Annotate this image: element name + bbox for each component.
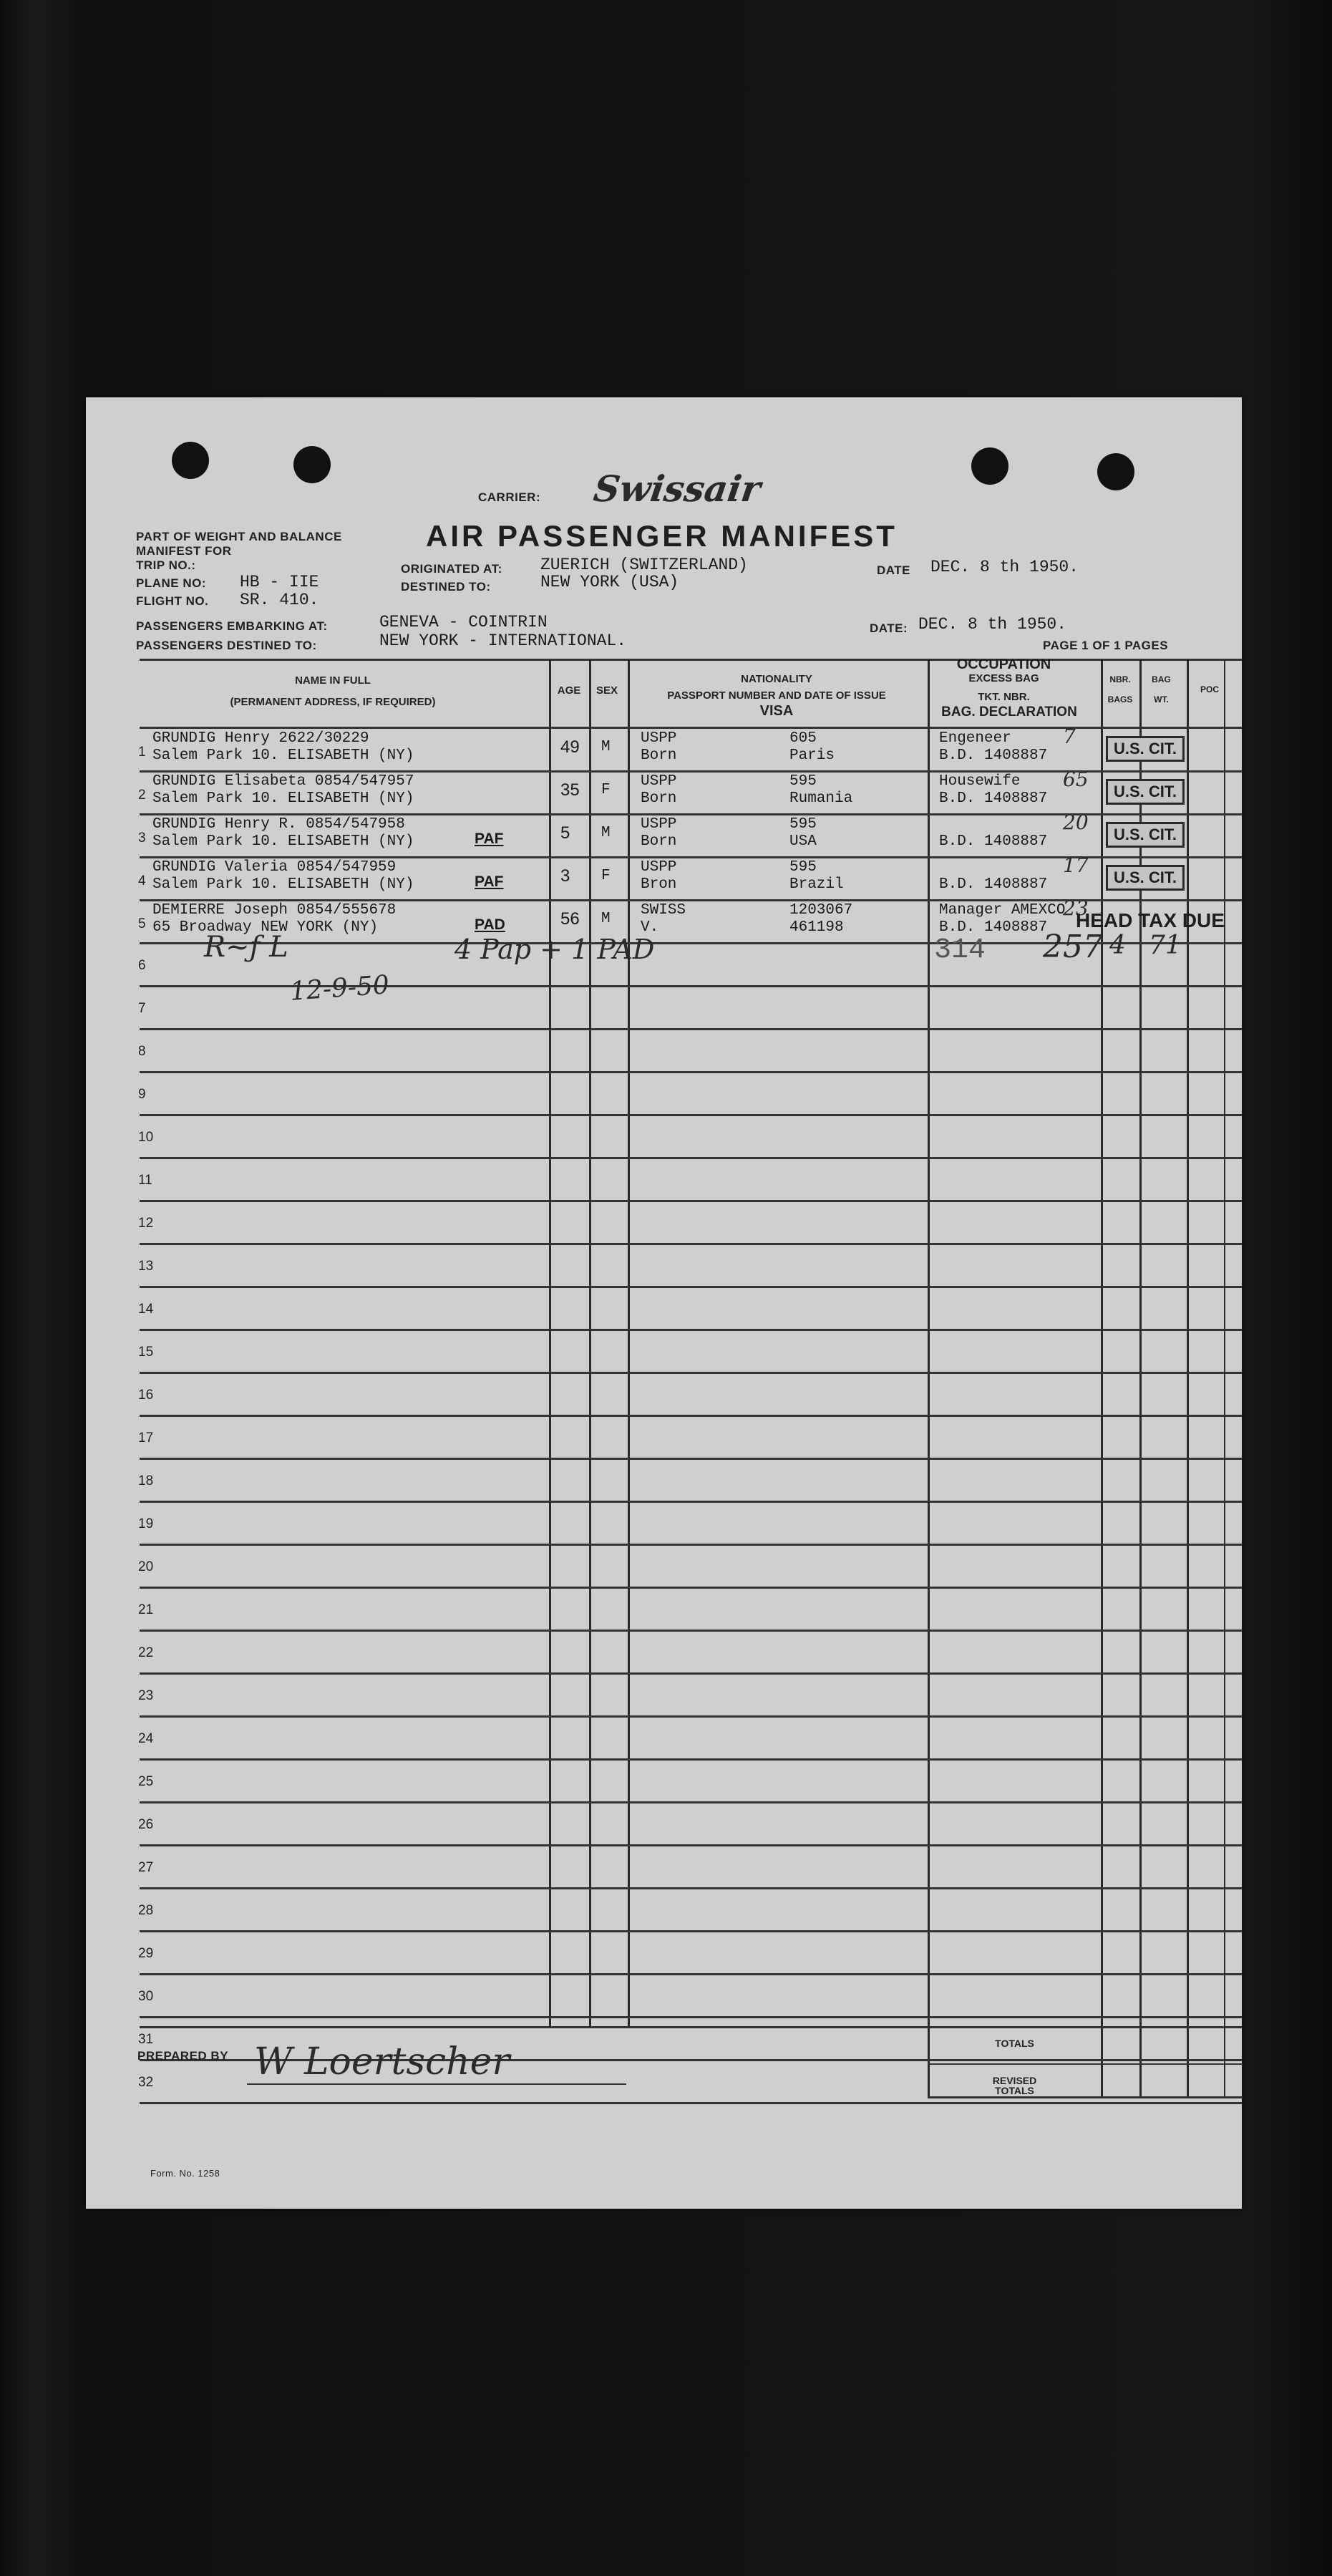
row-number: 31 — [138, 2032, 154, 2047]
handwritten-initials: R~ƒ L — [204, 931, 288, 964]
handwritten-date: 12-9-50 — [288, 970, 391, 1007]
date2-value: DEC. 8 th 1950. — [918, 615, 1067, 634]
row-number: 15 — [138, 1345, 154, 1360]
punch-hole — [1097, 453, 1134, 490]
row-line — [140, 1028, 1242, 1030]
row-number: 14 — [138, 1302, 154, 1317]
row-line — [140, 1415, 1242, 1417]
col-bag: BAG — [1152, 674, 1171, 684]
date2-label: DATE: — [870, 621, 908, 635]
row-number: 9 — [138, 1087, 146, 1102]
dest-label: PASSENGERS DESTINED TO: — [136, 639, 317, 652]
row-line — [140, 2102, 1242, 2104]
passenger-passport-detail: Paris — [789, 747, 835, 764]
passenger-name: GRUNDIG Henry 2622/30229 — [152, 730, 369, 747]
passenger-bags: 65 — [1063, 768, 1089, 791]
status-stamp: U.S. CIT. — [1106, 736, 1185, 762]
col-divider — [589, 659, 591, 2026]
manifest-sheet — [86, 397, 1242, 2209]
passenger-ticket: B.D. 1408887 — [939, 919, 1048, 936]
row-number: 7 — [138, 1001, 146, 1016]
col-bags: BAGS — [1107, 694, 1133, 704]
passenger-nationality-detail: Born — [641, 790, 677, 807]
passenger-address: Salem Park 10. ELISABETH (NY) — [152, 833, 414, 850]
row-number: 17 — [138, 1430, 154, 1446]
passenger-address: Salem Park 10. ELISABETH (NY) — [152, 747, 414, 764]
punch-hole — [293, 446, 331, 483]
flight-no-label: FLIGHT NO. — [136, 594, 209, 608]
passenger-bags: 7 — [1063, 725, 1076, 748]
passenger-passport: 595 — [789, 859, 817, 876]
row-line — [140, 1501, 1242, 1503]
row-number: 13 — [138, 1259, 154, 1274]
passenger-age: 3 — [560, 866, 570, 886]
row-line — [140, 1887, 1242, 1889]
passenger-sex: M — [601, 911, 611, 927]
col-age: AGE — [557, 684, 581, 697]
col-bag-declaration: BAG. DECLARATION — [941, 704, 1077, 720]
passenger-sex: M — [601, 825, 611, 841]
passenger-ticket: B.D. 1408887 — [939, 790, 1048, 807]
bag-decl-total: 257 — [1043, 929, 1103, 965]
row-number: 20 — [138, 1559, 154, 1574]
status-stamp: U.S. CIT. — [1106, 865, 1185, 891]
row-number: 29 — [138, 1946, 154, 1961]
page-info: PAGE 1 OF 1 PAGES — [1043, 639, 1169, 652]
col-wt: WT. — [1154, 694, 1169, 704]
passenger-age: 56 — [560, 909, 580, 929]
passenger-mark: PAF — [475, 831, 504, 847]
passenger-passport-detail: Brazil — [789, 876, 844, 893]
col-excess-bag: EXCESS BAG — [968, 672, 1039, 684]
passenger-age: 5 — [560, 823, 570, 843]
row-line — [140, 1715, 1242, 1718]
embarking-label: PASSENGERS EMBARKING AT: — [136, 619, 328, 633]
row-number: 12 — [138, 1216, 154, 1231]
passenger-bags: 23 — [1063, 896, 1089, 920]
row-line — [140, 1071, 1242, 1073]
destined-value: NEW YORK (USA) — [540, 573, 679, 591]
col-divider — [1224, 659, 1225, 2098]
table-bottom-border — [928, 2096, 1243, 2098]
row-number: 30 — [138, 1989, 154, 2004]
originated-label: ORIGINATED AT: — [401, 562, 502, 576]
footer-border — [140, 2026, 1242, 2028]
row-line — [140, 1844, 1242, 1846]
col-visa: VISA — [759, 703, 794, 719]
row-line — [140, 1758, 1242, 1761]
destined-label: DESTINED TO: — [401, 580, 491, 594]
col-passport: PASSPORT NUMBER AND DATE OF ISSUE — [667, 689, 886, 702]
row-number: 19 — [138, 1516, 154, 1531]
passenger-passport: 595 — [789, 773, 817, 790]
part-of-label: PART OF WEIGHT AND BALANCE — [136, 530, 342, 543]
passenger-passport: 605 — [789, 730, 817, 747]
row-number: 28 — [138, 1903, 154, 1918]
row-line — [140, 1114, 1242, 1116]
col-divider — [1187, 659, 1189, 2098]
col-name: NAME IN FULL — [295, 674, 371, 687]
passenger-sex: F — [601, 782, 611, 798]
row-number: 4 — [138, 873, 146, 888]
passenger-nationality-detail: Born — [641, 747, 677, 764]
passenger-occupation: Manager AMEXCO — [939, 902, 1066, 919]
passenger-ticket: B.D. 1408887 — [939, 876, 1048, 893]
passenger-name: GRUNDIG Valeria 0854/547959 — [152, 859, 397, 876]
row-line — [140, 1200, 1242, 1202]
row-number: 21 — [138, 1602, 154, 1617]
passenger-passport-detail: USA — [789, 833, 817, 850]
table-header-border — [140, 727, 1242, 729]
handwritten-count-note: 4 Pap + 1 PAD — [454, 934, 655, 965]
passenger-occupation: Housewife — [939, 773, 1021, 790]
plane-no: HB - IIE — [240, 573, 319, 591]
row-number: 3 — [138, 831, 146, 846]
row-number: 11 — [138, 1173, 152, 1188]
col-occupation: OCCUPATION — [956, 657, 1051, 672]
passenger-bags: 17 — [1063, 853, 1089, 877]
row-line — [140, 1973, 1242, 1975]
passenger-passport: 595 — [789, 816, 817, 833]
passenger-nationality-detail: Born — [641, 833, 677, 850]
passenger-nationality-detail: Bron — [641, 876, 677, 893]
row-line — [140, 1458, 1242, 1460]
passenger-bags: 20 — [1063, 810, 1089, 834]
status-stamp: HEAD TAX DUE — [1076, 909, 1225, 931]
row-line — [140, 1157, 1242, 1159]
passenger-nationality: USPP — [641, 773, 677, 790]
row-number: 25 — [138, 1774, 154, 1789]
trip-no-label: TRIP NO.: — [136, 558, 196, 572]
col-divider — [549, 659, 551, 2026]
passenger-age: 35 — [560, 780, 580, 800]
embarking-value: GENEVA - COINTRIN — [379, 613, 548, 631]
row-number: 6 — [138, 958, 146, 973]
passenger-table — [137, 657, 1242, 2098]
bag-wt-total: 71 — [1149, 931, 1182, 960]
row-number: 32 — [138, 2075, 154, 2090]
row-number: 5 — [138, 916, 146, 931]
col-divider — [928, 659, 930, 2098]
signature-line — [247, 2083, 626, 2085]
plane-no-label: PLANE NO: — [136, 576, 206, 590]
row-line — [140, 1544, 1242, 1546]
passenger-ticket: B.D. 1408887 — [939, 747, 1048, 764]
flight-no: SR. 410. — [240, 591, 319, 609]
passenger-sex: F — [601, 868, 611, 884]
row-line — [140, 1801, 1242, 1803]
passenger-age: 49 — [560, 737, 580, 757]
passenger-name: DEMIERRE Joseph 0854/555678 — [152, 902, 397, 919]
col-divider — [1101, 659, 1103, 2098]
totals-divider — [928, 2063, 1243, 2065]
carrier-logo: Swissair — [590, 468, 764, 510]
row-number: 18 — [138, 1473, 154, 1488]
page-title: AIR PASSENGER MANIFEST — [426, 519, 898, 553]
form-number: Form. No. 1258 — [150, 2168, 220, 2179]
manifest-for-label: MANIFEST FOR — [136, 544, 232, 558]
passenger-nationality: SWISS — [641, 902, 686, 919]
date-value: DEC. 8 th 1950. — [930, 558, 1079, 576]
originated-value: ZUERICH (SWITZERLAND) — [540, 556, 748, 574]
revised-label-2: TOTALS — [995, 2085, 1034, 2096]
passenger-passport-detail: 461198 — [789, 919, 844, 936]
row-number: 2 — [138, 788, 146, 803]
col-nationality: NATIONALITY — [741, 673, 812, 685]
excess-total: 314 — [934, 934, 986, 967]
prepared-by-label: PREPARED BY — [137, 2049, 229, 2063]
date-label: DATE — [877, 563, 911, 577]
row-line — [140, 1286, 1242, 1288]
passenger-address: Salem Park 10. ELISABETH (NY) — [152, 876, 414, 893]
row-number: 27 — [138, 1860, 154, 1875]
row-number: 16 — [138, 1388, 154, 1403]
col-sex: SEX — [595, 684, 618, 697]
passenger-passport: 1203067 — [789, 902, 853, 919]
totals-label: TOTALS — [995, 2038, 1034, 2049]
passenger-passport-detail: Rumania — [789, 790, 853, 807]
passenger-mark: PAF — [475, 873, 504, 890]
status-stamp: U.S. CIT. — [1106, 779, 1185, 805]
row-number: 24 — [138, 1731, 154, 1746]
punch-hole — [172, 442, 209, 479]
row-number: 23 — [138, 1688, 154, 1703]
status-stamp: U.S. CIT. — [1106, 822, 1185, 848]
passenger-occupation: Engeneer — [939, 730, 1011, 747]
carrier-label: CARRIER: — [478, 490, 541, 504]
row-number: 8 — [138, 1044, 146, 1059]
row-line — [140, 1372, 1242, 1374]
revised-label-1: REVISED — [992, 2075, 1037, 2086]
passenger-address: Salem Park 10. ELISABETH (NY) — [152, 790, 414, 807]
passenger-sex: M — [601, 739, 611, 755]
row-line — [140, 1243, 1242, 1245]
row-number: 10 — [138, 1130, 154, 1145]
passenger-address: 65 Broadway NEW YORK (NY) — [152, 919, 379, 936]
col-tkt: TKT. NBR. — [978, 691, 1030, 703]
row-line — [140, 1930, 1242, 1932]
row-line — [140, 1672, 1242, 1675]
punch-hole — [971, 447, 1008, 485]
passenger-ticket: B.D. 1408887 — [939, 833, 1048, 850]
col-name-sub: (PERMANENT ADDRESS, IF REQUIRED) — [230, 696, 436, 708]
row-line — [140, 2016, 1242, 2018]
passenger-nationality-detail: V. — [641, 919, 659, 936]
passenger-name: GRUNDIG Henry R. 0854/547958 — [152, 816, 405, 833]
preparer-signature: W Loertscher — [254, 2040, 510, 2083]
row-line — [140, 1587, 1242, 1589]
row-number: 1 — [138, 745, 146, 760]
passenger-nationality: USPP — [641, 816, 677, 833]
col-divider — [628, 659, 630, 2026]
passenger-nationality: USPP — [641, 730, 677, 747]
row-line — [140, 1630, 1242, 1632]
passenger-mark: PAD — [475, 916, 505, 933]
passenger-nationality: USPP — [641, 859, 677, 876]
row-line — [140, 1329, 1242, 1331]
dest-value: NEW YORK - INTERNATIONAL. — [379, 631, 627, 650]
row-number: 22 — [138, 1645, 154, 1660]
col-nbr: NBR. — [1109, 674, 1131, 684]
nbr-bags-total: 4 — [1109, 931, 1126, 960]
row-number: 26 — [138, 1817, 154, 1832]
col-poc: POC — [1200, 684, 1219, 694]
passenger-name: GRUNDIG Elisabeta 0854/547957 — [152, 773, 414, 790]
